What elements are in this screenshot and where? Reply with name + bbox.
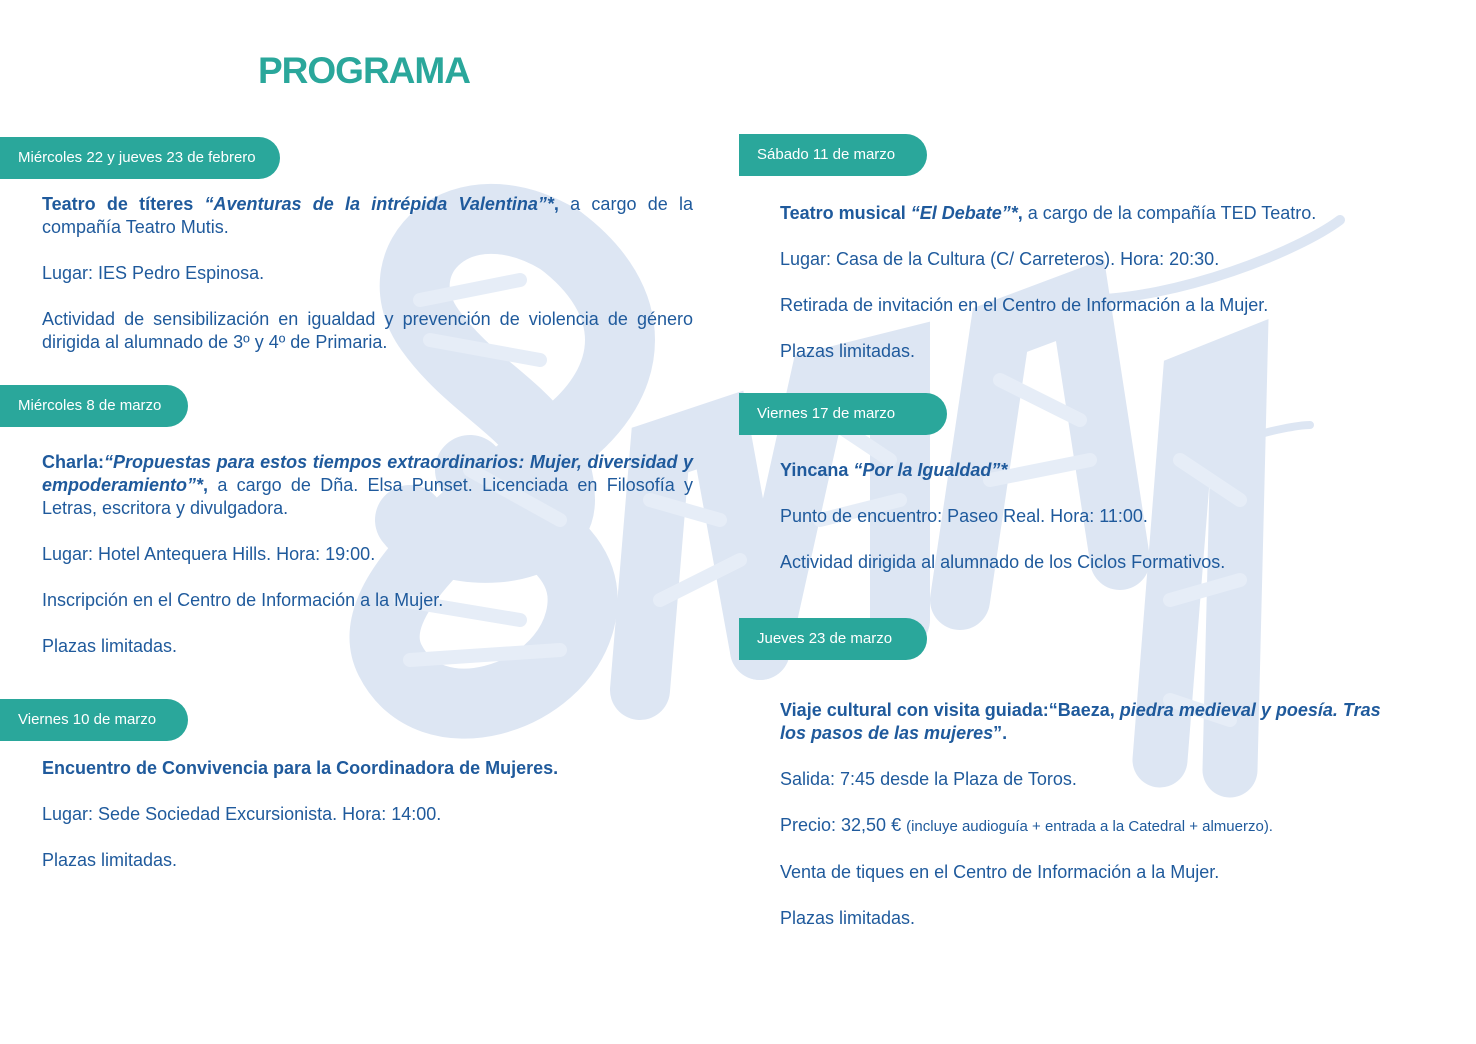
event-line: Plazas limitadas. <box>42 636 178 656</box>
event-title: Viaje cultural con visita guiada:“Baeza, piedra medieval y poesía. Tras los pasos de las mujeres”. <box>780 700 1381 743</box>
event-line: Plazas limitadas. <box>780 908 916 928</box>
event-viaje-cultural <box>780 699 1400 953</box>
event-charla <box>42 451 693 681</box>
date-pill-mar-23: Jueves 23 de marzo <box>739 618 927 660</box>
event-line: Lugar: Sede Sociedad Excursionista. Hora: 14:00. <box>42 804 442 824</box>
event-line: Plazas limitadas. <box>42 850 178 870</box>
date-pill-feb-22-23: Miércoles 22 y jueves 23 de febrero <box>0 137 280 179</box>
event-price: Precio: 32,50 € (incluye audioguía + entrada a la Catedral + almuerzo). <box>780 815 1273 835</box>
event-yincana <box>780 459 1400 597</box>
event-title: Teatro de títeres “Aventuras de la intrépida Valentina”*, a cargo de la compañía Teatro Mutis. <box>42 194 693 237</box>
event-line: Lugar: IES Pedro Espinosa. <box>42 263 265 283</box>
event-teatro-musical <box>780 202 1400 386</box>
event-line: Salida: 7:45 desde la Plaza de Toros. <box>780 769 1077 789</box>
date-pill-mar-10: Viernes 10 de marzo <box>0 699 188 741</box>
event-line: Lugar: Casa de la Cultura (C/ Carreteros). Hora: 20:30. <box>780 249 1220 269</box>
event-line: Punto de encuentro: Paseo Real. Hora: 11:00. <box>780 506 1148 526</box>
date-pill-mar-8: Miércoles 8 de marzo <box>0 385 188 427</box>
event-line: Retirada de invitación en el Centro de Información a la Mujer. <box>780 295 1269 315</box>
event-line: Inscripción en el Centro de Información a la Mujer. <box>42 590 444 610</box>
event-title: Encuentro de Convivencia para la Coordinadora de Mujeres. <box>42 758 559 778</box>
event-line: Actividad dirigida al alumnado de los Ciclos Formativos. <box>780 552 1226 572</box>
event-teatro-titeres <box>42 193 693 377</box>
event-line: Venta de tiques en el Centro de Información a la Mujer. <box>780 862 1220 882</box>
date-pill-mar-17: Viernes 17 de marzo <box>739 393 947 435</box>
event-encuentro <box>42 757 693 895</box>
event-line: Lugar: Hotel Antequera Hills. Hora: 19:00. <box>42 544 376 564</box>
page-title: PROGRAMA <box>258 50 470 91</box>
event-title: Charla:“Propuestas para estos tiempos extraordinarios: Mujer, diversidad y empoderamiento”*, a cargo de Dña. Elsa Punset. Licenciada en Filosofía y Letras, escritora y divulgadora. <box>42 452 693 518</box>
event-line: Plazas limitadas. <box>780 341 916 361</box>
date-pill-mar-11: Sábado 11 de marzo <box>739 134 927 176</box>
event-line: Actividad de sensibilización en igualdad y prevención de violencia de género dirigida al alumnado de 3º y 4º de Primaria. <box>42 309 693 352</box>
event-title: Yincana “Por la Igualdad”* <box>780 460 1008 480</box>
event-title: Teatro musical “El Debate”*, a cargo de la compañía TED Teatro. <box>780 203 1317 223</box>
